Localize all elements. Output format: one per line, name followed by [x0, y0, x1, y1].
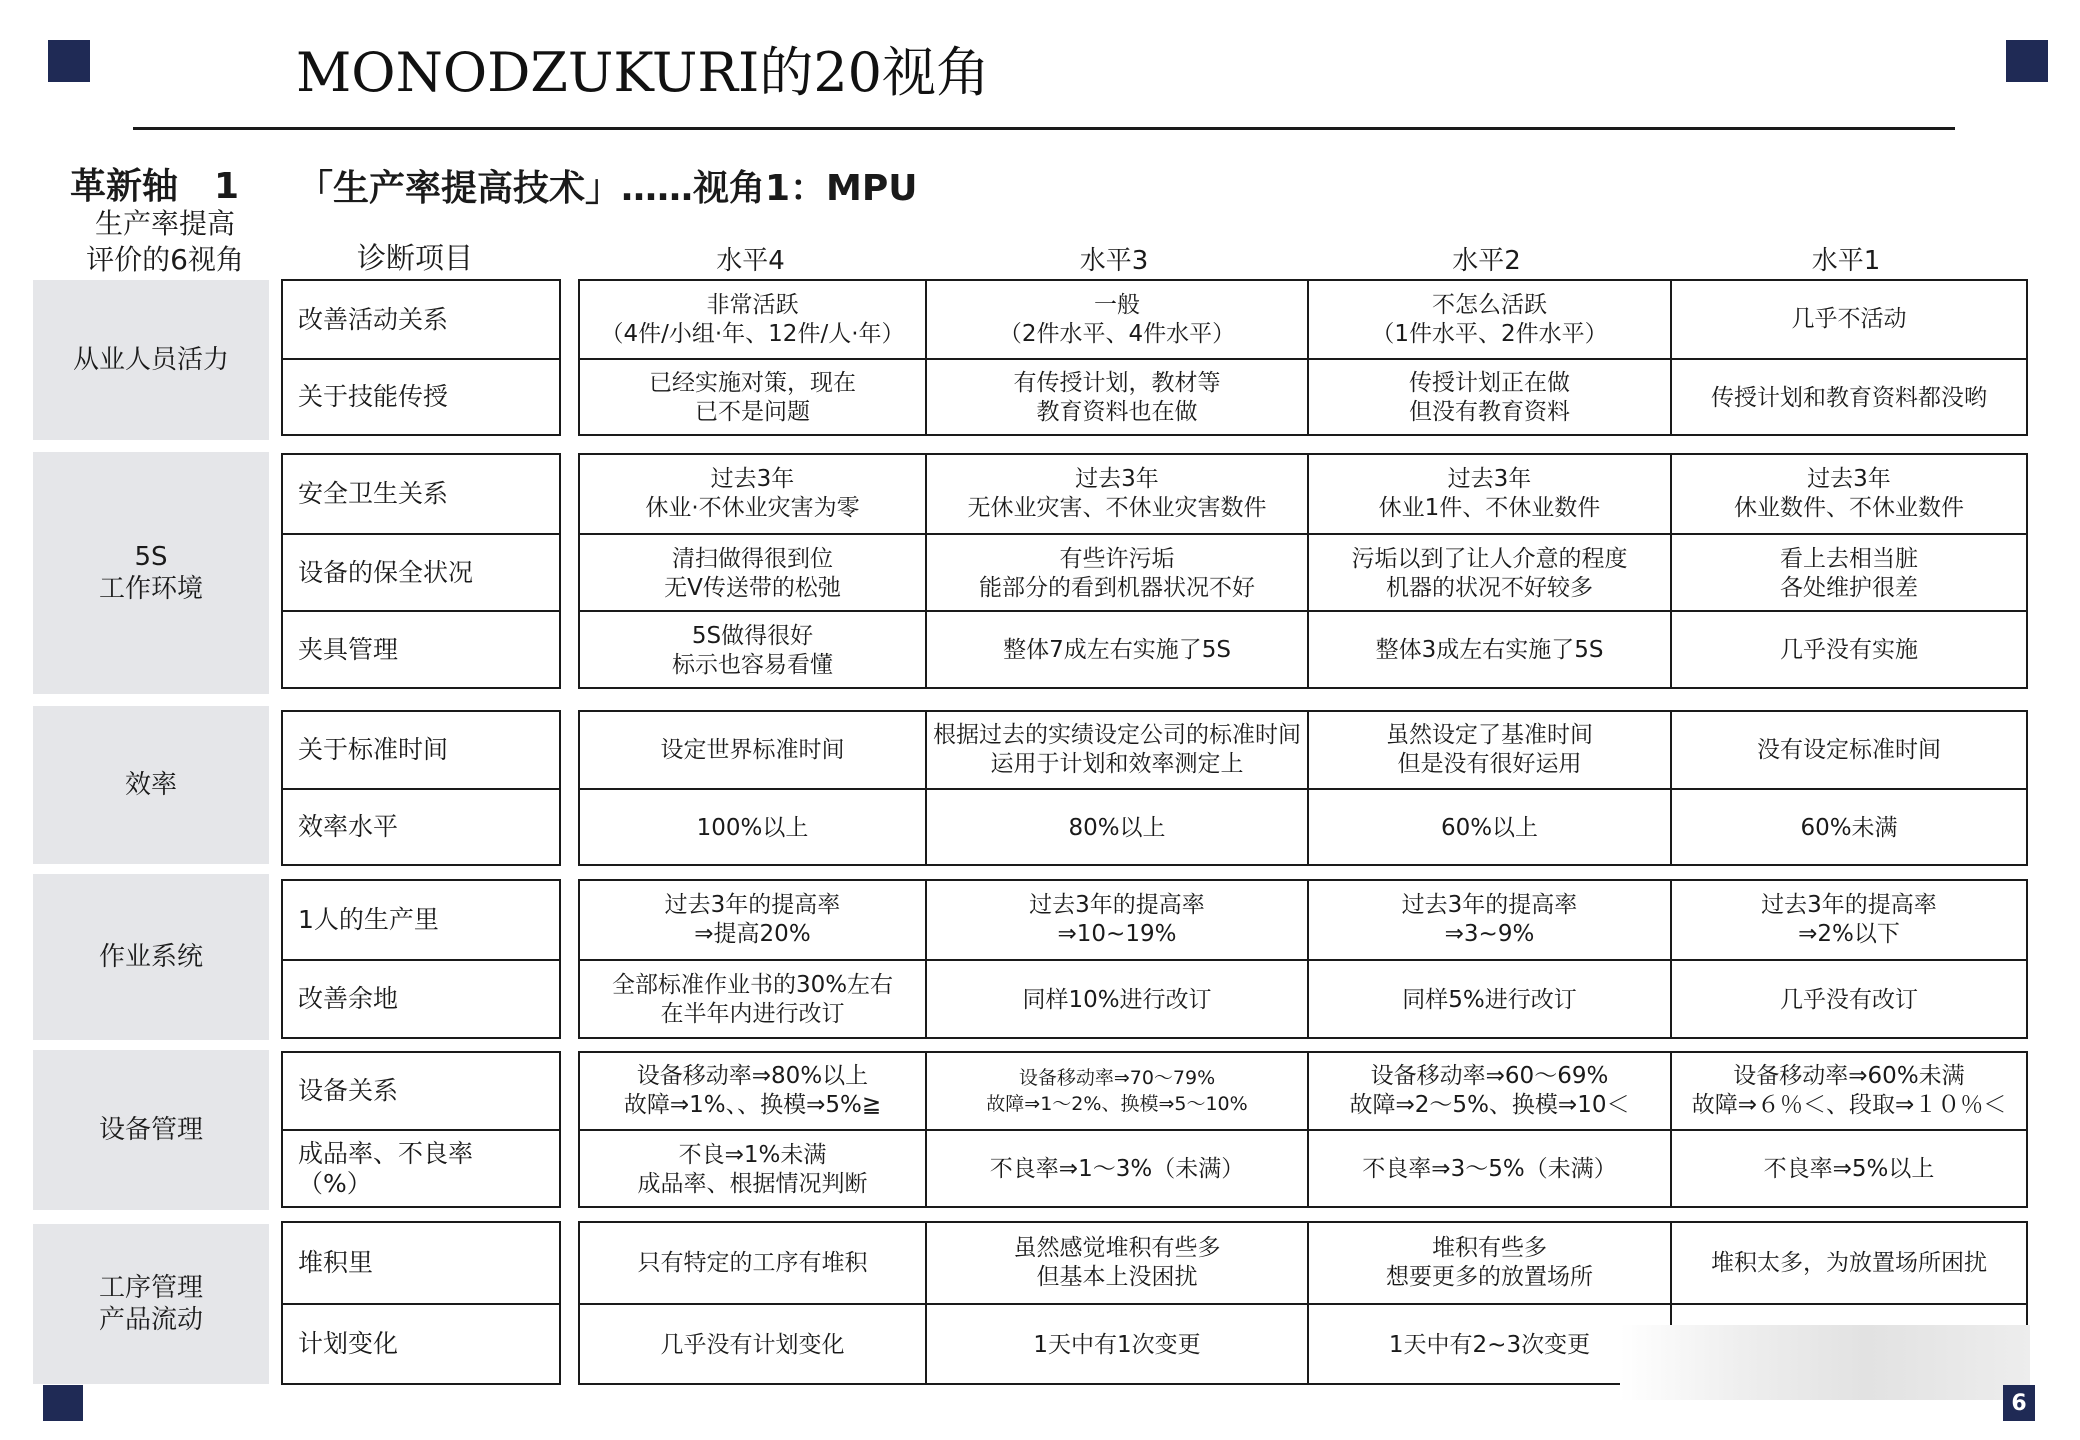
level2-cell: 整体3成左右实施了5S: [1307, 612, 1670, 689]
level2-cell: 污垢以到了让人介意的程度 机器的状况不好较多: [1307, 535, 1670, 612]
level4-cell: 设定世界标准时间: [660, 736, 845, 763]
level1-cell: 几乎没有改订: [1670, 961, 2026, 1039]
level4-cell: 过去3年的提高率 ⇒提高20%: [664, 892, 841, 947]
level1-cell: 几乎不活动: [1670, 281, 2026, 358]
diagnosis-item: 成品率、不良率 （%）: [283, 1129, 559, 1206]
level2-cell: 1天中有2~3次变更: [1307, 1305, 1670, 1385]
level4-cell: 几乎没有计划变化: [660, 1331, 845, 1358]
level2-cell: 设备移动率⇒60～69% 故障⇒2～5%、换模⇒10＜: [1307, 1053, 1670, 1129]
level-columns-group: [578, 879, 2028, 1039]
category-label: 工序管理 产品流动: [33, 1224, 269, 1384]
table-row: [580, 358, 2026, 436]
level3-cell: 根据过去的实绩设定公司的标准时间 运用于计划和效率测定上: [925, 712, 1307, 788]
category-label: 作业系统: [33, 874, 269, 1040]
watermark-blur: [1620, 1325, 2030, 1400]
diagnosis-item: 效率水平: [283, 788, 559, 864]
table-row: [580, 1053, 2026, 1129]
axis-sublabel: [80, 206, 250, 278]
level1-cell: 堆积太多，为放置场所困扰: [1670, 1223, 2026, 1303]
diagnosis-item: 关于技能传授: [283, 358, 559, 434]
level4-cell: 100%以上: [696, 814, 809, 841]
corner-square-top-right: [2006, 40, 2048, 82]
level1-cell: 过去3年 休业数件、不休业数件: [1670, 455, 2026, 533]
level4-cell: 已经实施对策，现在 已不是问题: [649, 370, 856, 425]
item-column-group: [281, 710, 561, 866]
header-level4: 水平4: [716, 246, 785, 276]
category-label: 效率: [33, 706, 269, 864]
table-row: [580, 712, 2026, 788]
page-number: 6: [2003, 1385, 2035, 1421]
level1-cell: 几乎没有实施: [1670, 612, 2026, 689]
level4-cell: 只有特定的工序有堆积: [637, 1249, 868, 1276]
table-row: [580, 788, 2026, 866]
level4-cell: 设备移动率⇒80%以上 故障⇒1%、、换模⇒5%≧: [623, 1063, 882, 1118]
diagnosis-item: 夹具管理: [283, 610, 559, 687]
level3-cell: 过去3年 无休业灾害、不休业灾害数件: [925, 455, 1307, 533]
header-level2: 水平2: [1452, 246, 1521, 276]
header-level1: 水平1: [1811, 246, 1881, 276]
section-subtitle: 「生产率提高技术」……视角1：MPU: [297, 168, 918, 209]
diagnosis-item: 设备关系: [298, 1076, 399, 1105]
level1-cell: 不良率⇒5%以上: [1670, 1131, 2026, 1208]
level4-cell: 全部标准作业书的30%左右 在半年内进行改订: [611, 972, 894, 1027]
level3-cell: 过去3年的提高率 ⇒10~19%: [925, 881, 1307, 959]
table-row: [580, 881, 2026, 959]
corner-square-top-left: [48, 40, 90, 82]
level2-cell: 虽然设定了基准时间 但是没有很好运用: [1307, 712, 1670, 788]
table-row: [580, 1129, 2026, 1208]
header-item: 诊断项目: [356, 241, 473, 275]
diagnosis-item: 计划变化: [283, 1303, 559, 1383]
diagnosis-item: 1人的生产里: [298, 905, 439, 934]
level-columns-group: [578, 279, 2028, 436]
level1-cell: 没有设定标准时间: [1670, 712, 2026, 788]
level3-cell: 设备移动率⇒70～79% 故障⇒1～2%、换模⇒5～10%: [925, 1053, 1307, 1129]
level2-cell: 传授计划正在做 但没有教育资料: [1307, 360, 1670, 436]
level3-cell: 有传授计划，教材等 教育资料也在做: [925, 360, 1307, 436]
level3-cell: 1天中有1次变更: [925, 1305, 1307, 1385]
level2-cell: 不良率⇒3～5%（未满）: [1307, 1131, 1670, 1208]
diagnosis-item: 设备的保全状况: [283, 533, 559, 610]
level-columns-group: [578, 453, 2028, 689]
level2-cell: 60%以上: [1307, 790, 1670, 866]
item-column-group: [281, 879, 561, 1039]
axis-sub-line1: 生产率提高: [94, 207, 235, 240]
level-columns-group: [578, 1051, 2028, 1208]
axis-label: 革新轴 1: [70, 166, 240, 207]
level4-cell: 过去3年 休业·不休业灾害为零: [645, 466, 860, 521]
table-row: [580, 610, 2026, 689]
level3-cell: 整体7成左右实施了5S: [925, 612, 1307, 689]
table-row: [580, 959, 2026, 1039]
level4-cell: 5S做得很好 标示也容易看懂: [672, 622, 833, 678]
item-column-group: [281, 1051, 561, 1208]
corner-square-bottom-left: [43, 1385, 83, 1421]
diagnosis-item: 关于标准时间: [298, 735, 449, 764]
level1-cell: 传授计划和教育资料都没哟: [1670, 360, 2026, 436]
item-column-group: [281, 453, 561, 689]
level4-cell: 非常活跃 （4件/小组·年、12件/人·年）: [600, 291, 905, 347]
item-column-group: [281, 279, 561, 436]
level2-cell: 过去3年 休业1件、不休业数件: [1307, 455, 1670, 533]
level3-cell: 不良率⇒1～3%（未满）: [925, 1131, 1307, 1208]
level3-cell: 同样10%进行改订: [925, 961, 1307, 1039]
level1-cell: 设备移动率⇒60%未满 故障⇒６％＜、段取⇒１０％＜: [1670, 1053, 2026, 1129]
category-label: 设备管理: [33, 1050, 269, 1210]
level4-cell: 清扫做得很到位 无V传送带的松弛: [664, 545, 841, 601]
table-row: [580, 455, 2026, 533]
level2-cell: 不怎么活跃 （1件水平、2件水平）: [1307, 281, 1670, 358]
level-columns-group: [578, 710, 2028, 866]
level2-cell: 堆积有些多 想要更多的放置场所: [1307, 1223, 1670, 1303]
level2-cell: 过去3年的提高率 ⇒3~9%: [1307, 881, 1670, 959]
level3-cell: 有些许污垢 能部分的看到机器状况不好: [925, 535, 1307, 612]
table-row: [580, 1223, 2026, 1303]
level3-cell: 80%以上: [925, 790, 1307, 866]
diagnosis-item: 堆积里: [298, 1248, 374, 1277]
category-label: 从业人员活力: [33, 280, 269, 440]
level1-cell: 过去3年的提高率 ⇒2%以下: [1670, 881, 2026, 959]
level3-cell: 一般 （2件水平、4件水平）: [925, 281, 1307, 358]
level4-cell: 不良⇒1%未满 成品率、根据情况判断: [637, 1141, 868, 1197]
page-title: MONODZUKURI的20视角: [296, 41, 991, 104]
level3-cell: 虽然感觉堆积有些多 但基本上没困扰: [925, 1223, 1307, 1303]
diagnosis-item: 改善活动关系: [298, 304, 449, 334]
item-column-group: [281, 1221, 561, 1385]
axis-sub-line2: 评价的6视角: [86, 243, 244, 276]
table-row: [580, 281, 2026, 358]
category-label: 5S 工作环境: [33, 452, 269, 694]
title-rule: [133, 127, 1955, 130]
diagnosis-item: 安全卫生关系: [298, 479, 449, 508]
level1-cell: 60%未满: [1670, 790, 2026, 866]
header-level3: 水平3: [1079, 246, 1149, 276]
table-row: [580, 533, 2026, 612]
level2-cell: 同样5%进行改订: [1307, 961, 1670, 1039]
diagnosis-item: 改善余地: [283, 959, 559, 1037]
level1-cell: 看上去相当脏 各处维护很差: [1670, 535, 2026, 612]
